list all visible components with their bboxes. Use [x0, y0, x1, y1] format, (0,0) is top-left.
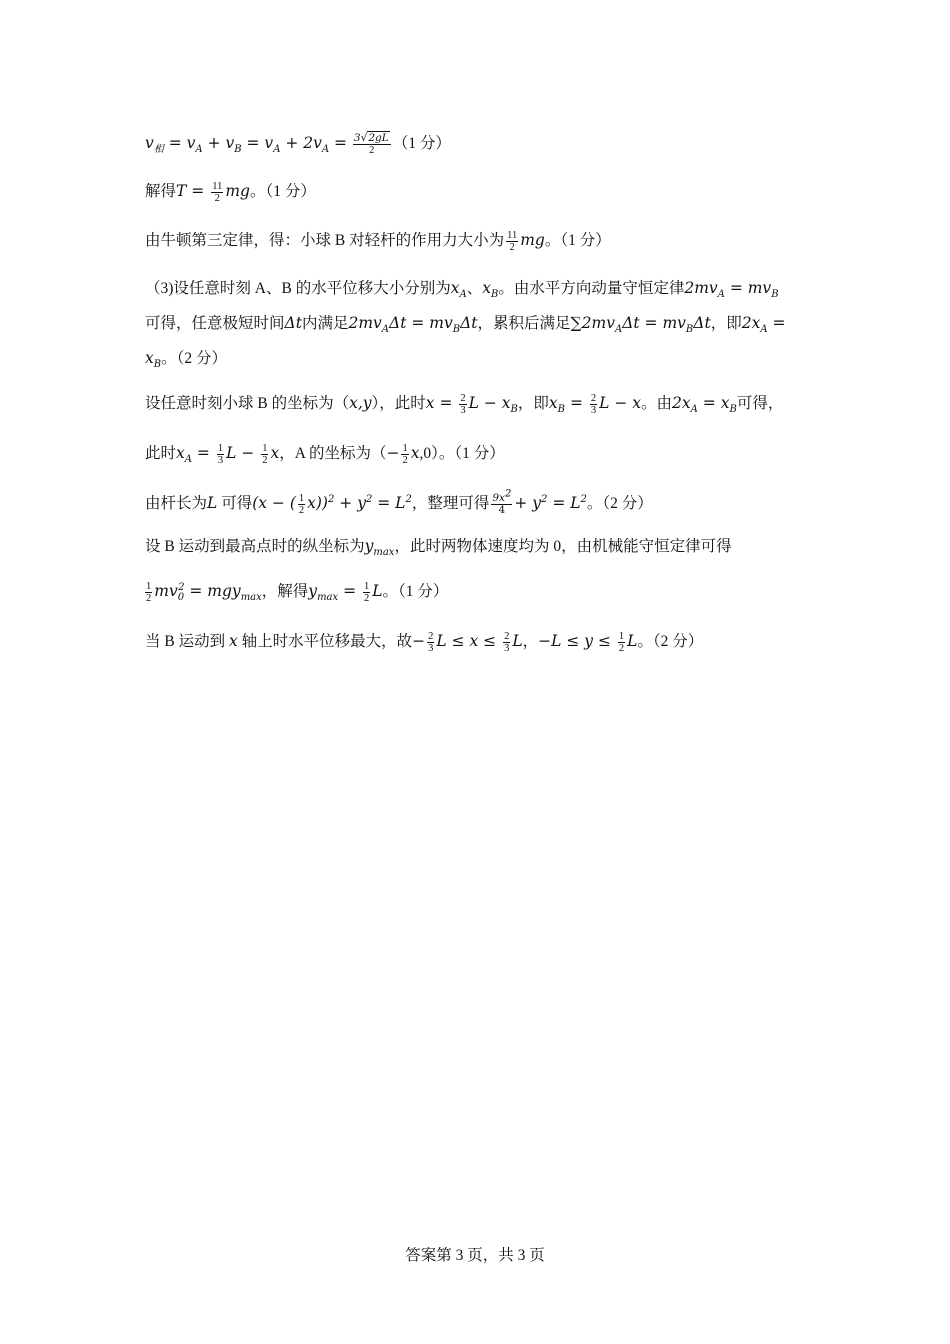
page-footer: 答案第 3 页，共 3 页	[405, 1247, 545, 1264]
points-label: 。（2 分）	[586, 495, 653, 512]
fraction: $\frac{11}{2}$	[507, 229, 518, 253]
fraction: $\frac{11}{2}$	[212, 180, 223, 204]
points-label: （1 分）	[560, 232, 611, 249]
tension-result: 解得T = $\frac{11}{2}$ mg。（1 分）	[145, 180, 316, 204]
fraction: $\frac{9x^2}{4}$	[492, 488, 512, 516]
fraction: $\frac{2}{3}$	[590, 392, 597, 416]
points-label: 。（2 分）	[161, 350, 227, 367]
fraction: $\frac{1}{2}$	[298, 492, 305, 516]
fraction: $\frac{2}{3}$	[460, 392, 466, 416]
coordinate-line-2: 此时$x_A$ = $\frac{1}{3}$ L − $\frac{1}{2}$ x，A 的坐标为（− $\frac{1}{2}$ x,0）。（1 分）	[145, 442, 505, 466]
range-line: 当 B 运动到 x 轴上时水平位移最大，故− $\frac{2}{3}$ L ≤ x ≤ $\frac{2}{3}$ L，−L ≤ y ≤ $\frac{1}{2}$ L。（2 分）	[145, 630, 704, 654]
part3-line-1: （3)设任意时刻 A、B 的水平位移大小分别为$x_A$、$x_B$。由水平方向动量守恒定律$2mv_A = mv_B$	[145, 279, 779, 301]
fraction: $\frac{2}{3}$	[428, 630, 434, 654]
fraction: $\frac{1}{3}$	[217, 442, 224, 466]
points-label: 。（2 分）	[637, 633, 704, 650]
part3-line-2: 可得，任意极短时间Δt内满足$2mv_A\Delta t = mv_B\Delta t$，累积后满足$\sum 2mv_A\Delta t = mv_B\Delta t$，即$2x_A$ =	[145, 314, 786, 336]
fraction: $\frac{1}{2}$	[364, 580, 370, 604]
ymax-line-2: $\frac{1}{2}$ $mv_0^2 = mgy_{max}$，解得$y_{max}$ = $\frac{1}{2}$ L。（1 分）	[146, 580, 449, 604]
points-label: ）。（1 分）	[431, 445, 505, 462]
relative-velocity-equation	[145, 132, 451, 156]
part3-line-3: $x_B$。（2 分）	[145, 349, 227, 371]
ymax-line-1: 设 B 运动到最高点时的纵坐标为$y_{max}$，此时两物体速度均为 0，由机械能守恒定律可得	[145, 537, 732, 559]
fraction: $\frac{1}{2}$	[402, 442, 408, 466]
points-label: （1 分）	[392, 135, 451, 152]
points-label: 。（1 分）	[382, 583, 449, 600]
fraction: $\frac{3√2gL}{2}$	[353, 131, 389, 156]
fraction: $\frac{1}{2}$	[146, 580, 152, 604]
fraction: $\frac{2}{3}$	[504, 630, 510, 654]
fraction: $\frac{1}{2}$	[618, 630, 625, 654]
points-label: （1 分）	[265, 183, 316, 200]
rod-length-line: 由杆长为L 可得(x − ( $\frac{1}{2}$ $x))^2 + y^2 = L^2$，整理可得 $\frac{9x^2}{4}$ + $y^2 = L^2$。（2 分）	[145, 488, 653, 516]
fraction: $\frac{1}{2}$	[262, 442, 268, 466]
math-expression: $v_相 = v_A + v_B = v_A + 2v_A$ =	[145, 134, 348, 156]
coordinate-line-1: 设任意时刻小球 B 的坐标为（x,y），此时x = $\frac{2}{3}$ $L - x_B$，即$x_B$ = $\frac{2}{3}$ L − x。由$2x_A = x_B$可得，	[145, 392, 784, 416]
newton-third-law-line: 由牛顿第三定律，得：小球 B 对轻杆的作用力大小为 $\frac{11}{2}$ mg。（1 分）	[145, 229, 611, 253]
